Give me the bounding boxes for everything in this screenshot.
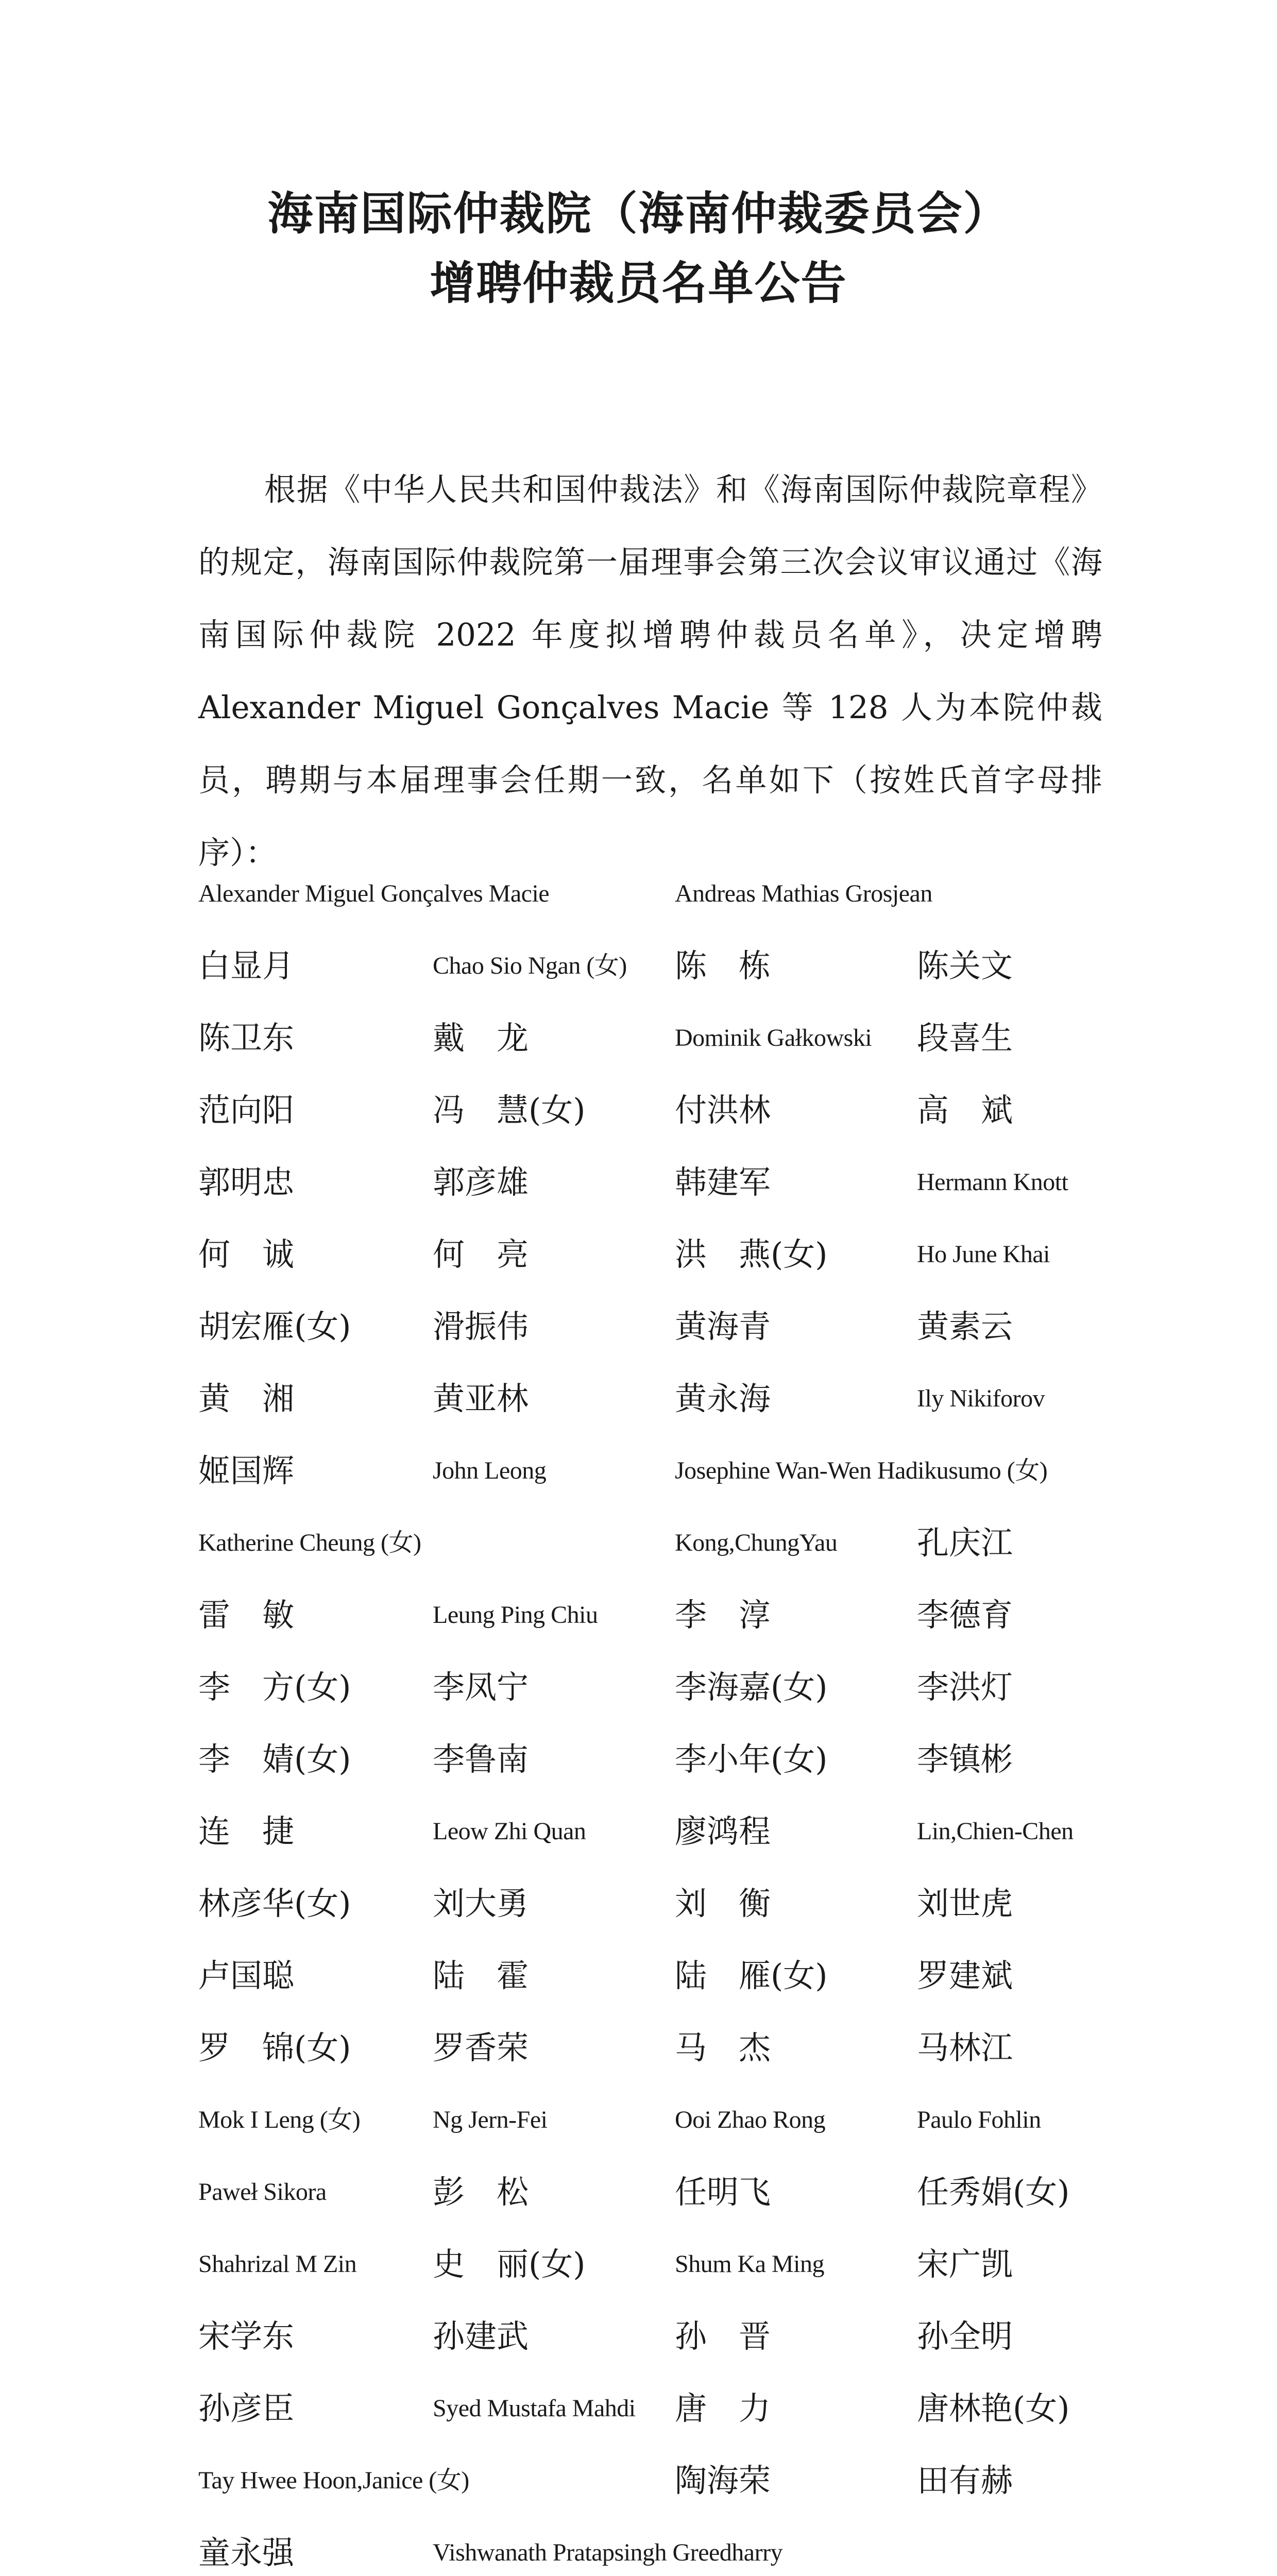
- arbitrator-name: 何 诚: [198, 1235, 295, 1273]
- arbitrator-name: Katherine Cheung (女): [198, 1529, 421, 1556]
- arbitrator-name: 马 杰: [675, 2029, 771, 2066]
- arbitrator-name: Paweł Sikora: [198, 2178, 327, 2206]
- arbitrator-name: 冯 慧(女): [433, 1091, 586, 1129]
- arbitrator-name: 刘世虎: [917, 1885, 1013, 1922]
- arbitrator-name: 陆 雁(女): [675, 1957, 828, 1994]
- arbitrator-name: 李小年(女): [675, 1740, 828, 1778]
- arbitrator-name: Hermann Knott: [917, 1168, 1068, 1196]
- arbitrator-name: 付洪林: [675, 1091, 771, 1129]
- name-row: [198, 2372, 1177, 2445]
- arbitrator-name: Shum Ka Ming: [675, 2250, 825, 2278]
- arbitrator-name: 胡宏雁(女): [198, 1308, 351, 1345]
- arbitrator-name: 韩建军: [675, 1163, 771, 1201]
- arbitrator-name: 卢国聪: [198, 1957, 295, 1994]
- arbitrator-name: 田有赫: [917, 2462, 1013, 2499]
- arbitrator-name: Ooi Zhao Rong: [675, 2106, 826, 2133]
- arbitrator-name: 李 婧(女): [198, 1740, 351, 1778]
- arbitrator-name: Lin,Chien-Chen: [917, 1818, 1074, 1845]
- name-row: [198, 2445, 1177, 2517]
- intro-paragraph: 根据《中华人民共和国仲裁法》和《海南国际仲裁院章程》的规定，海南国际仲裁院第一届理事会第三次会议审议通过《海南国际仲裁院 2022 年度拟增聘仲裁员名单》，决定增聘 Alexander Miguel Gonçalves Macie 等 128 人为本院仲裁员，聘期与本届理事会任期一致，名单如下（按姓氏首字母排序）：: [198, 471, 1102, 871]
- arbitrator-name: 罗建斌: [917, 1957, 1013, 1994]
- arbitrator-name: 唐 力: [675, 2389, 771, 2427]
- arbitrator-name: 郭明忠: [198, 1163, 295, 1201]
- title-line-2: 增聘仲裁员名单公告: [430, 256, 847, 310]
- name-row: [198, 2084, 1177, 2156]
- arbitrator-name: Alexander Miguel Gonçalves Macie: [198, 880, 550, 907]
- arbitrator-name: 李镇彬: [917, 1740, 1013, 1778]
- arbitrator-name: 刘 衡: [675, 1885, 771, 1922]
- arbitrator-name: Shahrizal M Zin: [198, 2250, 357, 2278]
- name-row: [198, 1795, 1177, 1868]
- arbitrator-name: Ng Jern-Fei: [433, 2106, 548, 2133]
- arbitrator-name: 刘大勇: [433, 1885, 529, 1922]
- name-row: [198, 2156, 1177, 2228]
- name-row: [198, 858, 1177, 930]
- arbitrator-name: 马林江: [917, 2029, 1013, 2066]
- arbitrator-name: 戴 龙: [433, 1019, 529, 1057]
- name-row: [198, 1363, 1177, 1435]
- name-row: [198, 1218, 1177, 1291]
- arbitrator-name: Tay Hwee Hoon,Janice (女): [198, 2467, 469, 2494]
- arbitrator-name: 陈关文: [917, 947, 1013, 985]
- arbitrator-name: Kong,ChungYau: [675, 1529, 838, 1556]
- name-row: [198, 1002, 1177, 1074]
- name-row: [198, 1651, 1177, 1723]
- arbitrator-name-list: [198, 858, 1177, 2576]
- arbitrator-name: Chao Sio Ngan (女): [433, 952, 627, 979]
- arbitrator-name: 宋广凯: [917, 2245, 1013, 2283]
- arbitrator-name: 陆 霍: [433, 1957, 529, 1994]
- arbitrator-name: 孔庆江: [917, 1524, 1013, 1562]
- arbitrator-name: 孙建武: [433, 2317, 529, 2355]
- arbitrator-name: 雷 敏: [198, 1596, 295, 1634]
- arbitrator-name: 洪 燕(女): [675, 1235, 828, 1273]
- arbitrator-name: 史 丽(女): [433, 2245, 586, 2283]
- arbitrator-name: 李 方(女): [198, 1668, 351, 1706]
- name-row: [198, 2228, 1177, 2300]
- arbitrator-name: Andreas Mathias Grosjean: [675, 880, 932, 907]
- name-row: [198, 2517, 1177, 2576]
- arbitrator-name: 任秀娟(女): [917, 2173, 1070, 2211]
- arbitrator-name: Dominik Gałkowski: [675, 1024, 872, 1052]
- arbitrator-name: 宋学东: [198, 2317, 295, 2355]
- arbitrator-name: 孙 晋: [675, 2317, 771, 2355]
- arbitrator-name: John Leong: [433, 1457, 547, 1484]
- arbitrator-name: 陈 栋: [675, 947, 771, 985]
- name-row: [198, 1723, 1177, 1795]
- arbitrator-name: 范向阳: [198, 1091, 295, 1129]
- arbitrator-name: 李德育: [917, 1596, 1013, 1634]
- arbitrator-name: 高 斌: [917, 1091, 1013, 1129]
- arbitrator-name: Leung Ping Chiu: [433, 1601, 598, 1629]
- name-row: [198, 1074, 1177, 1146]
- arbitrator-name: Paulo Fohlin: [917, 2106, 1041, 2133]
- arbitrator-name: 姬国辉: [198, 1452, 295, 1489]
- arbitrator-name: 罗 锦(女): [198, 2029, 351, 2066]
- name-row: [198, 1435, 1177, 1507]
- arbitrator-name: 陈卫东: [198, 1019, 295, 1057]
- arbitrator-name: 滑振伟: [433, 1308, 529, 1345]
- name-row: [198, 930, 1177, 1002]
- name-row: [198, 1291, 1177, 1363]
- arbitrator-name: 李 淳: [675, 1596, 771, 1634]
- arbitrator-name: 李洪灯: [917, 1668, 1013, 1706]
- arbitrator-name: 童永强: [198, 2534, 295, 2571]
- arbitrator-name: Josephine Wan-Wen Hadikusumo (女): [675, 1457, 1048, 1484]
- arbitrator-name: 黄 湘: [198, 1380, 295, 1417]
- arbitrator-name: 李凤宁: [433, 1668, 529, 1706]
- arbitrator-name: 任明飞: [675, 2173, 771, 2211]
- arbitrator-name: Vishwanath Pratapsingh Greedharry: [433, 2539, 783, 2566]
- arbitrator-name: 李海嘉(女): [675, 1668, 828, 1706]
- name-row: [198, 1146, 1177, 1218]
- name-row: [198, 1507, 1177, 1579]
- arbitrator-name: 连 捷: [198, 1812, 295, 1850]
- arbitrator-name: 白显月: [198, 947, 295, 985]
- name-row: [198, 1868, 1177, 1940]
- arbitrator-name: 彭 松: [433, 2173, 529, 2211]
- arbitrator-name: Ily Nikiforov: [917, 1385, 1045, 1412]
- arbitrator-name: 黄海青: [675, 1308, 771, 1345]
- arbitrator-name: Syed Mustafa Mahdi: [433, 2395, 636, 2422]
- arbitrator-name: 陶海荣: [675, 2462, 771, 2499]
- name-row: [198, 1579, 1177, 1651]
- arbitrator-name: 廖鸿程: [675, 1812, 771, 1850]
- arbitrator-name: 孙彦臣: [198, 2389, 295, 2427]
- arbitrator-name: 何 亮: [433, 1235, 529, 1273]
- arbitrator-name: 唐林艳(女): [917, 2389, 1070, 2427]
- arbitrator-name: 黄永海: [675, 1380, 771, 1417]
- arbitrator-name: 黄亚林: [433, 1380, 529, 1417]
- title-line-1: 海南国际仲裁院（海南仲裁委员会）: [267, 187, 1010, 240]
- arbitrator-name: Leow Zhi Quan: [433, 1818, 586, 1845]
- arbitrator-name: 郭彦雄: [433, 1163, 529, 1201]
- arbitrator-name: Mok I Leng (女): [198, 2106, 361, 2133]
- arbitrator-name: 段喜生: [917, 1019, 1013, 1057]
- arbitrator-name: 林彦华(女): [198, 1885, 351, 1922]
- name-row: [198, 2300, 1177, 2372]
- arbitrator-name: 罗香荣: [433, 2029, 529, 2066]
- arbitrator-name: 黄素云: [917, 1308, 1013, 1345]
- arbitrator-name: Ho June Khai: [917, 1241, 1050, 1268]
- name-row: [198, 2012, 1177, 2084]
- arbitrator-name: 李鲁南: [433, 1740, 529, 1778]
- name-row: [198, 1940, 1177, 2012]
- arbitrator-name: 孙全明: [917, 2317, 1013, 2355]
